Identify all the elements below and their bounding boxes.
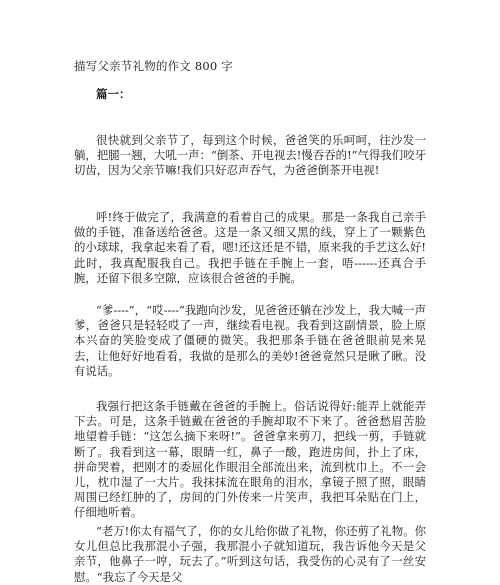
- paragraph-2: 呼!终于做完了，我满意的看着自己的成果。那是一条我自己亲手做的手链，准备送给爸爸。这是一条又细又黑的线，穿上了一颗紫色的小球球，我拿起来看了看，嗯!还这还是不错，原来我的手艺这么好!此时，我真配服我自己。我把手链在手腕上一套，唔------还真合手腕，还留下很多空隙，应该很合爸爸的手腕。: [74, 210, 426, 285]
- paragraph-3: “爹----”，“哎----”我跑向沙发，见爸爸还躺在沙发上，我大喊一声爹，爸爸只是轻轻哎了一声，继续看电视。我看到这副情景，脸上原本兴奋的笑脸变成了僵硬的微笑。我把那条手链在爸爸眼前晃来晃去，让他好好地看看，我做的是那么的美妙!爸爸竟然只是瞅了瞅。没有说话。: [74, 303, 426, 378]
- paragraph-4: 我强行把这条手链戴在爸爸的手腕上。俗话说得好:能弄上就能弄下去。可是，这条手链戴在爸爸的手腕却取不下来了。爸爸愁眉苦脸地望着手链：“这怎么摘下来呀!”。爸爸拿来剪刀，把线一剪，手链就断了。我看到这一幕，眼睛一红，鼻子一酸，跑进房间，扑上了床，拼命哭着，把刚才的委屈化作眼泪全部流出来，流到枕巾上。不一会儿，枕巾湿了一大片。我抹抹流在眼角的泪水，拿镜子照了照，眼睛周围已经红肿的了，房间的门外传来一片笑声，我把耳朵贴在门上，仔细地听着。: [74, 399, 426, 520]
- document-title: 描写父亲节礼物的作文 800 字: [74, 59, 233, 73]
- paragraph-5: “老万!你太有福气了，你的女儿给你做了礼物，你还剪了礼物。你女儿但总比我那混小子强，我那混小子就知道玩，我告诉他今天是父亲节，他鼻子一哼，玩去了。”听到这句话，我受伤的心灵有了一丝安慰。“我忘了今天是父: [74, 524, 426, 584]
- paragraph-1: 很快就到父亲节了，每到这个时候，爸爸笑的乐呵呵，往沙发一躺，把腿一翘，大吼一声：“倒茶、开电视去!慢吞吞的!”气得我们咬牙切齿，因为父亲节嘛!我们只好忍声吞气，为爸爸倒茶开电视!: [74, 133, 426, 178]
- section-heading: 篇一：: [96, 87, 131, 101]
